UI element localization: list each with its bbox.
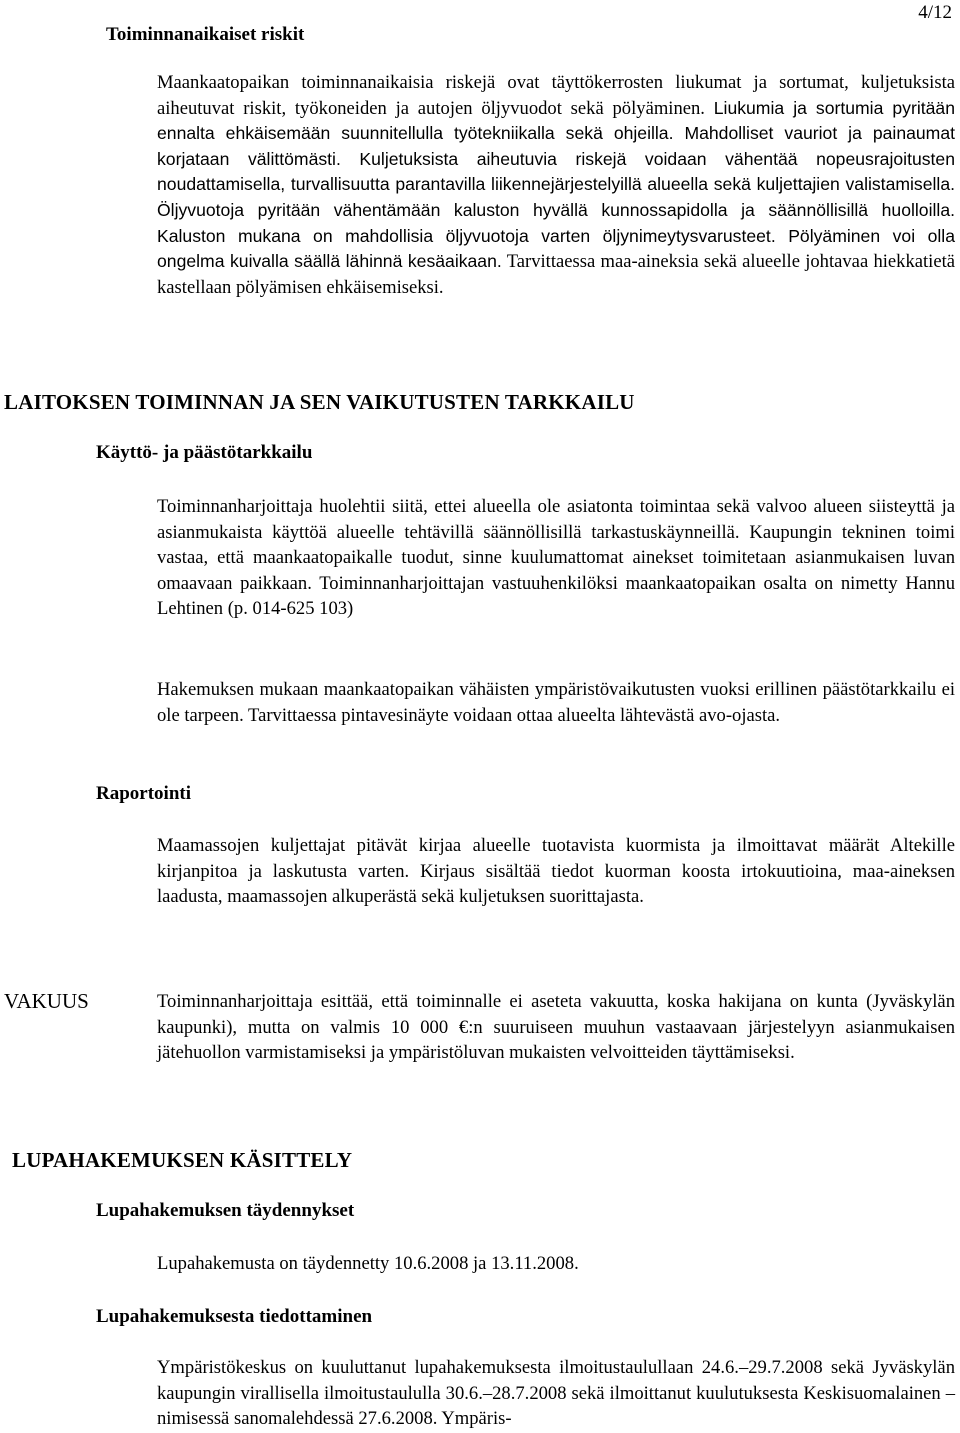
monitoring-heading: LAITOKSEN TOIMINNAN JA SEN VAIKUTUSTEN TARKKAILU — [4, 390, 635, 414]
operation-monitoring-paragraph-1: Toiminnanharjoittaja huolehtii siitä, ettei alueella ole asiatonta toimintaa sekä valvoo alueen siisteyttä ja asianmukaista käyttöä alueelle tehtävillä säännöllisillä tarkastuskäynneillä. Kaupungin tekninen toimi vastaa, että maankaatopaikalle tuodut, sinne kuulumattomat ainekset toimitetaan asianmukaisen luvan omaavaan paikkaan. Toiminnanharjoittajan vastuuhenkilöksi maankaatopaikan osalta on nimetty Hannu Lehtinen (p. 014-625 103) — [157, 496, 955, 620]
page-number: 4/12 — [918, 2, 952, 23]
operation-monitoring-paragraph-2: Hakemuksen mukaan maankaatopaikan vähäisten ympäristövaikutusten vuoksi erillinen päästötarkkailu ei ole tarpeen. Tarvittaessa pintavesinäyte voidaan ottaa alueelta lähtevästä avo-ojasta. — [157, 679, 955, 726]
risks-heading: Toiminnanaikaiset riskit — [106, 24, 305, 45]
reporting-heading: Raportointi — [96, 783, 191, 804]
guarantee-heading: VAKUUS — [4, 989, 89, 1013]
supplements-paragraph: Lupahakemusta on täydennetty 10.6.2008 ja 13.11.2008. — [157, 1253, 579, 1274]
risks-paragraph-dust: Tarvittaessa maa-aineksia sekä alueelle johtavaa hiekkatietä kastellaan pölyämisen ehkäisemiseksi. — [157, 251, 956, 298]
announcement-paragraph: Ympäristökeskus on kuuluttanut lupahakemuksesta ilmoitustaulullaan 24.6.–29.7.2008 sekä Jyväskylän kaupungin virallisella ilmoitustaululla 30.6.–28.7.2008 sekä ilmoittanut kuulutuksesta Keskisuomalainen –nimisessä sanomalehdessä 27.6.2008. Ympäris- — [157, 1357, 955, 1430]
supplements-heading: Lupahakemuksen täydennykset — [96, 1200, 355, 1221]
processing-heading: LUPAHAKEMUKSEN KÄSITTELY — [12, 1148, 353, 1172]
announcement-heading: Lupahakemuksesta tiedottaminen — [96, 1306, 373, 1327]
risks-paragraph-intro: Maankaatopaikan toiminnanaikaisia riskejä ovat täyttökerrosten liukumat ja sortumat, kuljetuksista aiheutuvat riskit, työkoneiden ja autojen öljyvuodot sekä pölyäminen. — [157, 72, 955, 119]
guarantee-paragraph: Toiminnanharjoittaja esittää, että toiminnalle ei aseteta vakuutta, koska hakijana on kunta (Jyväskylän kaupunki), mutta on valmis 10 000 €:n suuruiseen muuhun vastaavaan järjestelyyn asianmukaisen jätehuollon varmistamiseksi ja ympäristöluvan mukaisten velvoitteiden täyttämiseksi. — [157, 991, 955, 1064]
risks-paragraph-measures: Liukumia ja sortumia pyritään ennalta ehkäisemään suunnitellulla työtekniikalla sekä ohjeilla. Mahdolliset vauriot ja painaumat korjataan välittömästi. Kuljetuksista aiheutuvia riskejä voidaan vähentää nopeusrajoitusten noudattamisella, turvallisuutta parantavilla liikennejärjestelyillä alueella sekä kuljettajien valistamisella. Öljyvuotoja pyritään vähentämään kaluston hyvällä kunnossapidolla ja säännöllisillä huolloilla. Kaluston mukana on mahdollisia öljyvuotoja varten öljynimeytysvarusteet. Pölyäminen voi olla ongelma kuivalla säällä lähinnä kesäaikaan. — [157, 97, 955, 272]
operation-monitoring-heading: Käyttö- ja päästötarkkailu — [96, 442, 313, 463]
risks-paragraph — [157, 70, 955, 300]
reporting-paragraph: Maamassojen kuljettajat pitävät kirjaa alueelle tuotavista kuormista ja ilmoittavat määrät Altekille kirjanpitoa ja laskutusta varten. Kirjaus sisältää tiedot kuorman koosta irtokuutioina, maa-aineksen laadusta, maamassojen alkuperästä sekä kuljetuksen suorittajasta. — [157, 835, 955, 908]
